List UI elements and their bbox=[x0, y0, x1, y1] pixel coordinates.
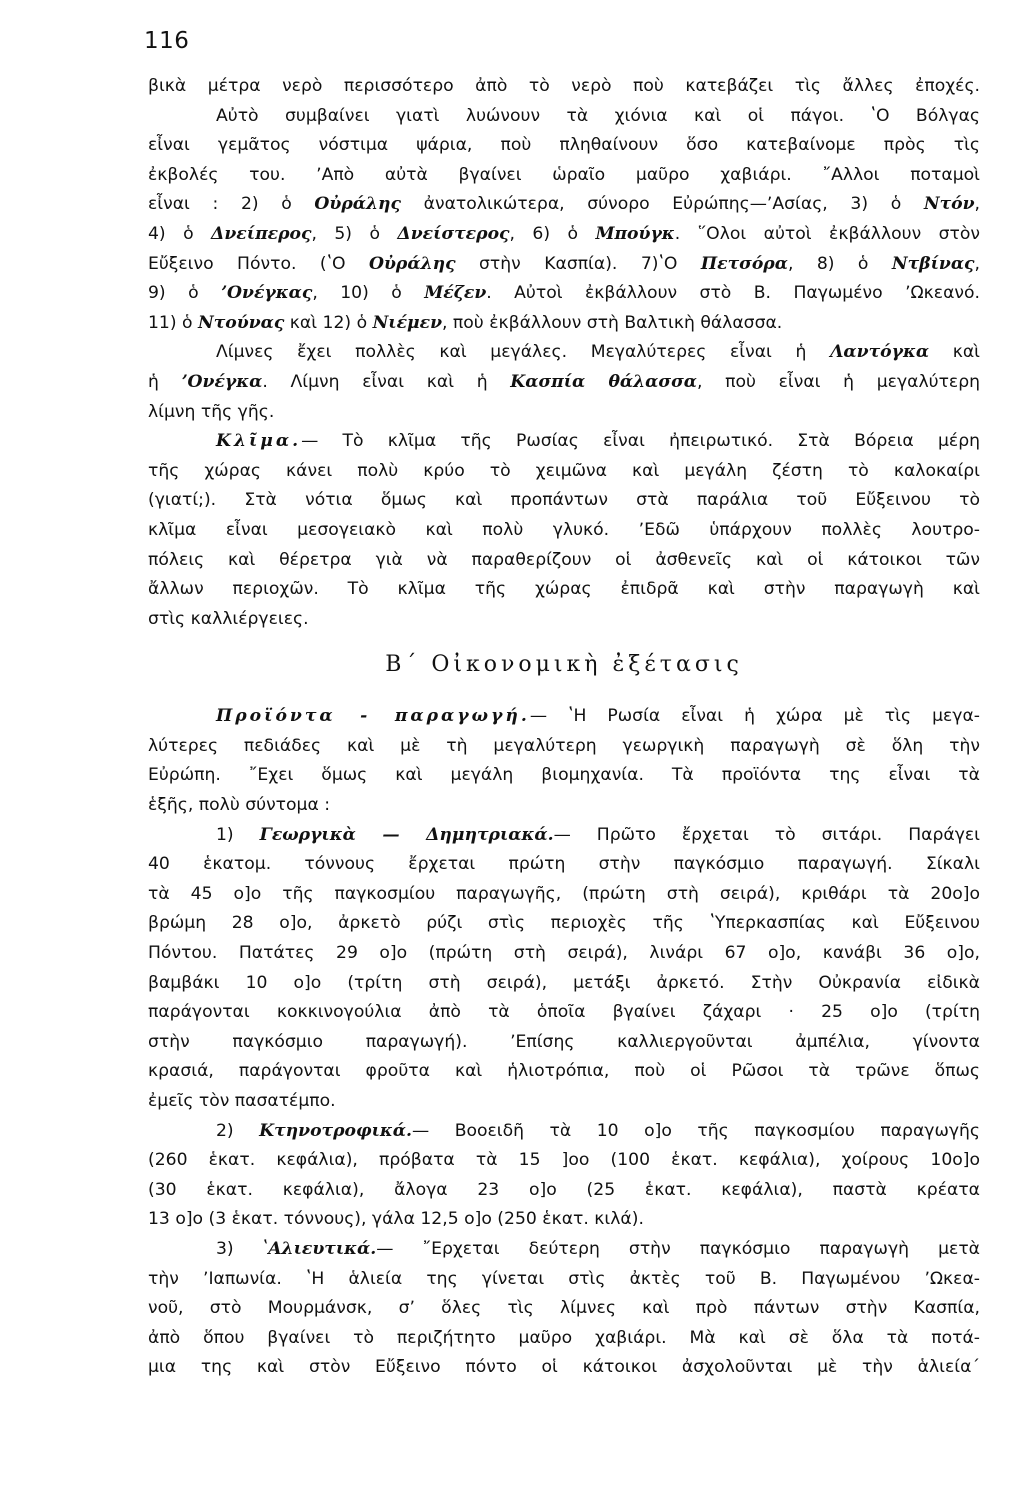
page-number: 116 bbox=[144, 28, 190, 54]
text-line: ἐμεῖς τὸν πασατέμπο. bbox=[148, 1091, 336, 1111]
text-line: Κλῖμα.— Τὸ κλῖμα τῆς Ρωσίας εἶναι ἠπειρωτικό. Στὰ Βόρεια μέρη bbox=[216, 431, 980, 452]
text-line: 9) ὁ ʼΟνέγκας, 10) ὁ Μέζεν. Αὐτοὶ ἐκβάλλουν στὸ Β. Παγωμένο ʼΩκεανό. bbox=[148, 283, 980, 304]
section-heading: Β΄ Οἰκονομικὴ ἐξέτασις bbox=[385, 652, 743, 678]
river-name: Οὐράλης bbox=[369, 253, 456, 274]
river-name: Μέζεν bbox=[424, 283, 487, 304]
text-line: (260 ἑκατ. κεφάλια), πρόβατα τὰ 15 ]οο (100 ἑκατ. κεφάλια), χοίρους 10ο]ο bbox=[148, 1150, 980, 1171]
text-line: βαμβάκι 10 ο]ο (τρίτη στὴ σειρά), μετάξι ἀρκετό. Στὴν Οὐκρανία εἰδικὰ bbox=[148, 972, 980, 993]
subsection-title: Κλῖμα. bbox=[216, 431, 302, 452]
text-line: ἑξῆς, πολὺ σύντομα : bbox=[148, 795, 331, 816]
text-line: Πόντου. Πατάτες 29 ο]ο (πρώτη στὴ σειρά), λινάρι 67 ο]ο, κανάβι 36 ο]ο, bbox=[148, 943, 980, 964]
text-line: 13 ο]ο (3 ἑκατ. τόννους), γάλα 12,5 ο]ο (250 ἑκατ. κιλά). bbox=[148, 1209, 644, 1230]
subsection-title: Γεωργικὰ — Δημητριακά. bbox=[259, 824, 554, 845]
text-line: ἄλλων περιοχῶν. Τὸ κλῖμα τῆς χώρας ἐπιδρᾶ καὶ στὴν παραγωγὴ καὶ bbox=[148, 579, 980, 600]
text-line: τὰ 45 ο]ο τῆς παγκοσμίου παραγωγῆς, (πρώτη στὴ σειρά), κριθάρι τὰ 20ο]ο bbox=[148, 883, 980, 904]
text-line: ἡ ʼΟνέγκα. Λίμνη εἶναι καὶ ἡ Κασπία θάλασσα, ποὺ εἶναι ἡ μεγαλύτερη bbox=[148, 371, 980, 392]
river-name: Οὐράλης bbox=[314, 194, 401, 215]
river-name: Ντβίνας bbox=[891, 253, 975, 274]
text-line: νοῦ, στὸ Μουρμάνσκ, σʼ ὅλες τὶς λίμνες καὶ πρὸ πάντων στὴν Κασπία, bbox=[148, 1298, 980, 1319]
text-line: 40 ἑκατομ. τόννους ἔρχεται πρώτη στὴν παγκόσμιο παραγωγή. Σίκαλι bbox=[148, 854, 980, 875]
lake-name: Λαντόγκα bbox=[830, 342, 930, 363]
text-line: ἀπὸ ὅπου βγαίνει τὸ περιζήτητο μαῦρο χαβιάρι. Μὰ καὶ σὲ ὅλα τὰ ποτά- bbox=[148, 1327, 980, 1348]
text-line: πόλεις καὶ θέρετρα γιὰ νὰ παραθερίζουν οἱ ἀσθενεῖς καὶ οἱ κάτοικοι τῶν bbox=[148, 549, 980, 570]
text-line: (γιατί;). Στὰ νότια ὅμως καὶ προπάντων στὰ παράλια τοῦ Εὔξεινου τὸ bbox=[148, 490, 980, 511]
text-line: κλῖμα εἶναι μεσογειακὸ καὶ πολὺ γλυκό. ʼΕδῶ ὑπάρχουν πολλὲς λουτρο- bbox=[148, 519, 980, 540]
lake-name: Κασπία θάλασσα bbox=[510, 371, 697, 392]
lake-name: ʼΟνέγκα bbox=[181, 371, 263, 392]
subsection-title: Προϊόντα - παραγωγή. bbox=[216, 706, 530, 727]
text-line: Αὐτὸ συμβαίνει γιατὶ λυώνουν τὰ χιόνια καὶ οἱ πάγοι. ʽΟ Βόλγας bbox=[216, 105, 980, 126]
text-line: βικὰ μέτρα νερὸ περισσότερο ἀπὸ τὸ νερὸ ποὺ κατεβάζει τὶς ἄλλες ἐποχές. bbox=[148, 76, 980, 96]
river-name: Δνείστερος bbox=[397, 223, 510, 244]
page-text bbox=[148, 72, 980, 1383]
text-line: τὴν ʼΙαπωνία. ʽΗ ἁλιεία της γίνεται στὶς ἀκτὲς τοῦ Β. Παγωμένου ʼΩκεα- bbox=[148, 1268, 980, 1289]
text-line: ἐκβολές του. ʼΑπὸ αὐτὰ βγαίνει ὡραῖο μαῦρο χαβιάρι. ῎Αλλοι ποταμοὶ bbox=[148, 164, 980, 185]
text-line: μια της καὶ στὸν Εὔξεινο πόντο οἱ κάτοικοι ἀσχολοῦνται μὲ τὴν ἁλιεία΄ bbox=[148, 1357, 980, 1378]
text-line: τῆς χώρας κάνει πολὺ κρύο τὸ χειμῶνα καὶ μεγάλη ζέστη τὸ καλοκαίρι bbox=[148, 460, 980, 481]
text-line: 11) ὁ Ντούνας καὶ 12) ὁ Νιέμεν, ποὺ ἐκβάλλουν στὴ Βαλτικὴ θάλασσα. bbox=[148, 312, 783, 333]
text-line: 1) Γεωργικὰ — Δημητριακά.— Πρῶτο ἔρχεται τὸ σιτάρι. Παράγει bbox=[216, 824, 980, 845]
text-line: 4) ὁ Δνείπερος, 5) ὁ Δνείστερος, 6) ὁ Μπούγκ. ῞Ολοι αὐτοὶ ἐκβάλλουν στὸν bbox=[148, 223, 980, 244]
text-line: Λίμνες ἔχει πολλὲς καὶ μεγάλες. Μεγαλύτερες εἶναι ἡ Λαντόγκα καὶ bbox=[216, 342, 980, 363]
text-line: Εὔξεινο Πόντο. (ʽΟ Οὐράλης στὴν Κασπία). 7)ʽΟ Πετσόρα, 8) ὁ Ντβίνας, bbox=[148, 253, 980, 274]
text-line: Προϊόντα - παραγωγή.— ʽΗ Ρωσία εἶναι ἡ χώρα μὲ τὶς μεγα- bbox=[216, 706, 980, 727]
river-name: Νιέμεν bbox=[372, 312, 442, 333]
text-line: κρασιά, παράγονται φροῦτα καὶ ἡλιοτρόπια, ποὺ οἱ Ρῶσοι τὰ τρῶνε ὅπως bbox=[148, 1061, 980, 1082]
text-line: Εὐρώπη. ῎Εχει ὅμως καὶ μεγάλη βιομηχανία. Τὰ προϊόντα της εἶναι τὰ bbox=[148, 765, 980, 786]
text-line: εἶναι : 2) ὁ Οὐράλης ἀνατολικώτερα, σύνορο Εὐρώπης—ʼΑσίας, 3) ὁ Ντόν, bbox=[148, 194, 980, 215]
text-line: στὶς καλλιέργειες. bbox=[148, 608, 309, 629]
text-line: στὴν παγκόσμιο παραγωγή). ʼΕπίσης καλλιεργοῦνται ἀμπέλια, γίνοντα bbox=[148, 1031, 980, 1052]
text-line: 2) Κτηνοτροφικά.— Βοοειδῆ τὰ 10 ο]ο τῆς παγκοσμίου παραγωγῆς bbox=[216, 1120, 980, 1141]
text-line: παράγονται κοκκινογούλια ἀπὸ τὰ ὁποῖα βγαίνει ζάχαρι · 25 ο]ο (τρίτη bbox=[148, 1002, 980, 1023]
river-name: Δνείπερος bbox=[211, 223, 312, 244]
river-name: Ντούνας bbox=[198, 312, 285, 333]
text-line: (30 ἑκατ. κεφάλια), ἄλογα 23 ο]ο (25 ἑκατ. κεφάλια), παστὰ κρέατα bbox=[148, 1179, 980, 1200]
text-line: λύτερες πεδιάδες καὶ μὲ τὴ μεγαλύτερη γεωργικὴ παραγωγὴ σὲ ὅλη τὴν bbox=[148, 735, 980, 756]
text-line: λίμνη τῆς γῆς. bbox=[148, 401, 275, 422]
river-name: Ντόν bbox=[923, 194, 975, 215]
text-line: βρώμη 28 ο]ο, ἀρκετὸ ρύζι στὶς περιοχὲς τῆς ʽΥπερκασπίας καὶ Εὔξεινου bbox=[148, 913, 980, 934]
river-name: Πετσόρα bbox=[700, 253, 788, 274]
subsection-title: Αλιευτικά. bbox=[268, 1238, 377, 1259]
text-line: εἶναι γεμᾶτος νόστιμα ψάρια, ποὺ πληθαίνουν ὅσο κατεβαίνομε πρὸς τὶς bbox=[148, 135, 980, 156]
river-name: ʼΟνέγκας bbox=[221, 283, 313, 304]
river-name: Μπούγκ bbox=[595, 223, 675, 244]
text-line: 3) ʽΑλιευτικά.— ῎Ερχεται δεύτερη στὴν παγκόσμιο παραγωγὴ μετὰ bbox=[216, 1238, 980, 1259]
subsection-title: Κτηνοτροφικά. bbox=[259, 1120, 412, 1141]
